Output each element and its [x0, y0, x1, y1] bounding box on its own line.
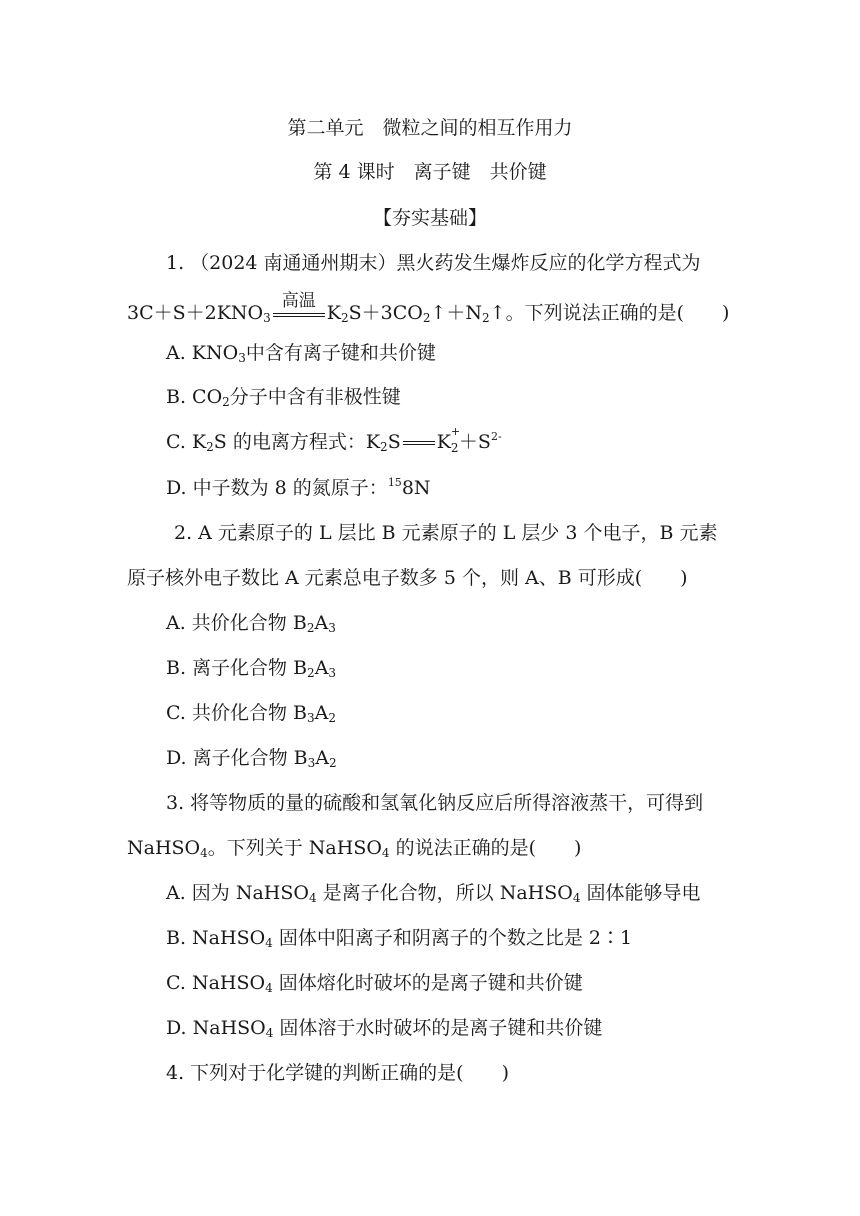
- k-ion: K + 2: [436, 425, 461, 455]
- section-title: 【夯实基础】: [372, 207, 487, 229]
- q3-option-b: B. NaHSO$_4$ 固体中阳离子和阴离子的个数之比是 2∶1: [166, 927, 633, 950]
- lesson-title: 第 4 课时 离子键 共价键: [313, 161, 547, 183]
- q1-option-a: A. $KNO_3$中含有离子键和共价键: [166, 342, 436, 365]
- unit-title: 第二单元 微粒之间的相互作用力: [287, 117, 573, 139]
- q2-option-c: C. 共价化合物 $B_3A_2$: [166, 702, 336, 725]
- q2-option-b: B. 离子化合物 $B_2A_3$: [166, 657, 337, 680]
- q2-option-d: D. 离子化合物 $B_3A_2$: [166, 747, 337, 770]
- equals-sign: [401, 430, 437, 454]
- q3-stem-line1: 3. 将等物质的量的硫酸和氢氧化钠反应后所得溶液蒸干，可得到: [166, 792, 704, 814]
- q3-option-a: A. 因为 NaHSO$_4$ 是离子化合物，所以 NaHSO$_4$ 固体能够导电: [166, 882, 701, 905]
- q2-stem-line2: 原子核外电子数比 A 元素总电子数多 5 个，则 A、B 可形成( ): [127, 567, 688, 589]
- q4-stem: 4. 下列对于化学键的判断正确的是( ): [166, 1062, 509, 1084]
- q1-equation: $3C+S+2KNO_3$ 高温 $K_2S+3CO_2↑+N_2↑$。下列说法正确的是( ): [127, 291, 730, 325]
- q1-option-b: B. $CO_2$分子中含有非极性键: [166, 386, 401, 409]
- q2-stem-line1: 2. A 元素原子的 L 层比 B 元素原子的 L 层少 3 个电子，B 元素: [174, 522, 718, 544]
- q3-option-c: C. NaHSO$_4$ 固体熔化时破坏的是离子键和共价键: [166, 972, 583, 995]
- q2-option-a: A. 共价化合物 $B_2A_3$: [166, 612, 336, 635]
- q3-option-d: D. NaHSO$_4$ 固体溶于水时破坏的是离子键和共价键: [166, 1017, 603, 1040]
- reaction-condition: 高温: [271, 301, 327, 325]
- q3-stem-line2: NaHSO$_4$。下列关于 NaHSO$_4$ 的说法正确的是( ): [127, 837, 582, 860]
- q1-option-c: C. $K_2S$ 的电离方程式：$K_2S$ K + 2 $+S^{2-}$: [166, 425, 502, 455]
- q1-stem: 1. （2024 南通通州期末）黑火药发生爆炸反应的化学方程式为: [166, 252, 701, 274]
- q1-option-d: D. 中子数为 8 的氮原子：$^{15}$8N: [166, 476, 431, 499]
